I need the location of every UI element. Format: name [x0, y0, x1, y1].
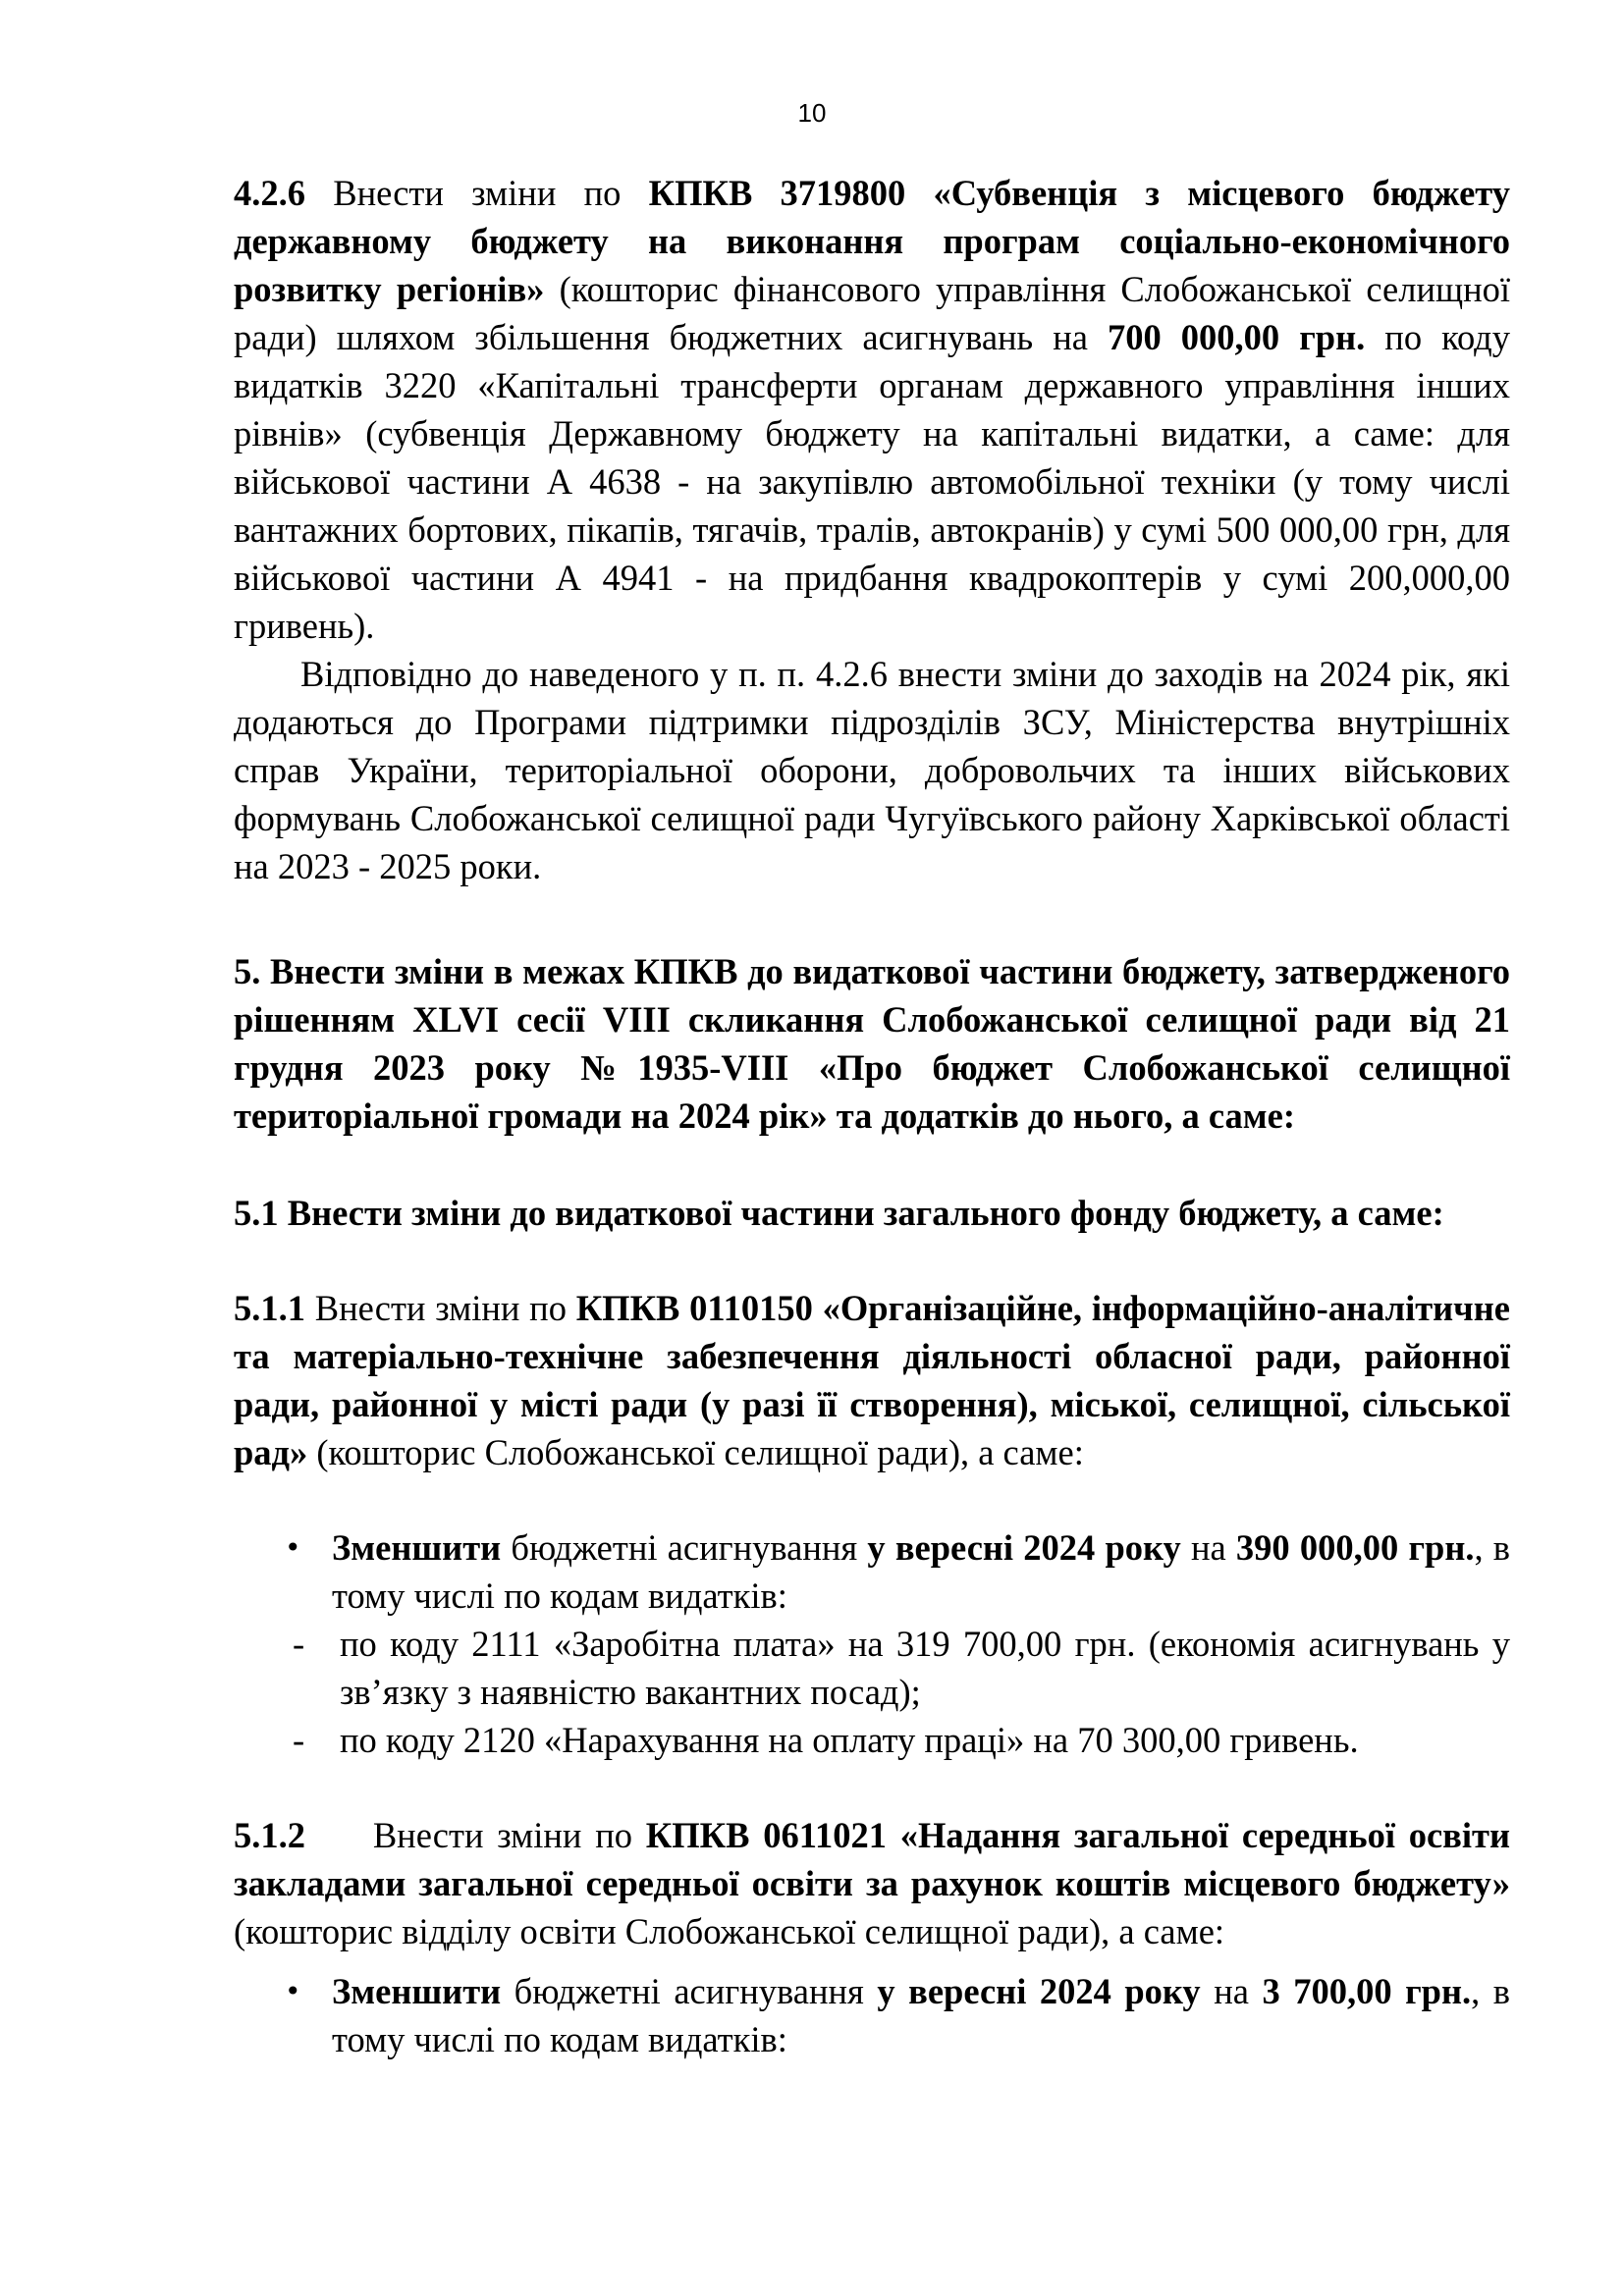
section-number: 5.1.2 — [234, 1815, 305, 1855]
bullet-icon: • — [285, 1531, 301, 1564]
paragraph-5-1-1: 5.1.1 Внести зміни по КПКВ 0110150 «Організаційне, інформаційно-аналітичне та матеріально-технічне забезпечення діяльності обласної ради, районної ради, районної у місті ради (у разі її створення), міської, селищної, сільської рад» (кошторис Слобожанської селищної ради), а саме: — [234, 1288, 1510, 1472]
paragraph-4-2-6: 4.2.6 Внести зміни по КПКВ 3719800 «Субвенція з місцевого бюджету державному бюджету на виконання програм соціально-економічного розвитку регіонів» (кошторис фінансового управління Слобожанської селищної ради) шляхом збільшення бюджетних асигнувань на 700 000,00 грн. по коду видатків 3220 «Капітальні трансферти органам державного управління інших рівнів» (субвенція Державному бюджету на капітальні видатки, а саме: для військової частини А 4638 - на закупівлю автомобільної техніки (у тому числі вантажних бортових, пікапів, тягачів, тралів, автокранів) у сумі 500 000,00 грн, для військової частини А 4941 - на придбання квадрокоптерів у сумі 200,000,00 гривень). — [234, 173, 1511, 646]
dash-item: - по коду 2120 «Нарахування на оплату праці» на 70 300,00 гривень. — [234, 1716, 1510, 1764]
amount: 3 700,00 грн. — [1262, 1971, 1472, 2011]
paragraph-5-1-2: 5.1.2 Внести зміни по КПКВ 0611021 «Надання загальної середньої освіти закладами загальної середньої освіти за рахунок коштів місцевого бюджету» (кошторис відділу освіти Слобожанської селищної ради), а саме: — [234, 1815, 1520, 1951]
dash-marker: - — [293, 1624, 305, 1664]
budget-code-title: КПКВ 3719800 «Субвенція з місцевого бюджету державному бюджету на виконання програм соціально-економічного розвитку регіонів» — [234, 173, 1510, 309]
paragraph-4-2-6-follow: Відповідно до наведеного у п. п. 4.2.6 внести зміни до заходів на 2024 рік, які додаються до Програми підтримки підрозділів ЗСУ, Міністерства внутрішніх справ України, територіальної оборони, добровольчих та інших військових формувань Слобожанської селищної ради Чугуївського району Харківської області на 2023 - 2025 роки. — [234, 654, 1510, 886]
section-number: 5.1.1 — [234, 1288, 305, 1328]
dash-marker: - — [293, 1720, 305, 1760]
dash-item: - по коду 2111 «Заробітна плата» на 319 700,00 грн. (економія асигнувань у зв’язку з наявністю вакантних посад); — [234, 1620, 1510, 1716]
document-body — [234, 169, 1520, 2063]
bullet-item: • Зменшити бюджетні асигнування у вересні 2024 року на 390 000,00 грн., в тому числі по кодам видатків: — [234, 1523, 1510, 1620]
bullet-item: • Зменшити бюджетні асигнування у вересні 2024 року на 3 700,00 грн., в тому числі по кодам видатків: — [234, 1967, 1510, 2063]
section-5-heading: 5. Внести зміни в межах КПКВ до видаткової частини бюджету, затвердженого рішенням XLVI сесії VIII скликання Слобожанської селищної ради від 21 грудня 2023 року №1935-VIII «Про бюджет Слобожанської селищної територіальної громади на 2024 рік» та додатків до нього, а саме: — [234, 951, 1510, 1136]
budget-code-title: КПКВ 0611021 «Надання загальної середньої освіти закладами загальної середньої освіти за рахунок коштів місцевого бюджету» — [234, 1815, 1520, 1903]
budget-code-title: КПКВ 0110150 «Організаційне, інформаційно-аналітичне та матеріально-технічне забезпечення діяльності обласної ради, районної ради, районної у місті ради (у разі її створення), міської, селищної, сільської рад» — [234, 1288, 1510, 1472]
page-number: 10 — [797, 98, 827, 128]
section-number: 4.2.6 — [234, 173, 305, 213]
amount: 390 000,00 грн. — [1235, 1527, 1475, 1568]
amount: 700 000,00 грн. — [1108, 317, 1366, 357]
bullet-icon: • — [285, 1975, 301, 2007]
section-5-1-heading: 5.1 Внести зміни до видаткової частини загального фонду бюджету, а саме: — [234, 1193, 1444, 1233]
